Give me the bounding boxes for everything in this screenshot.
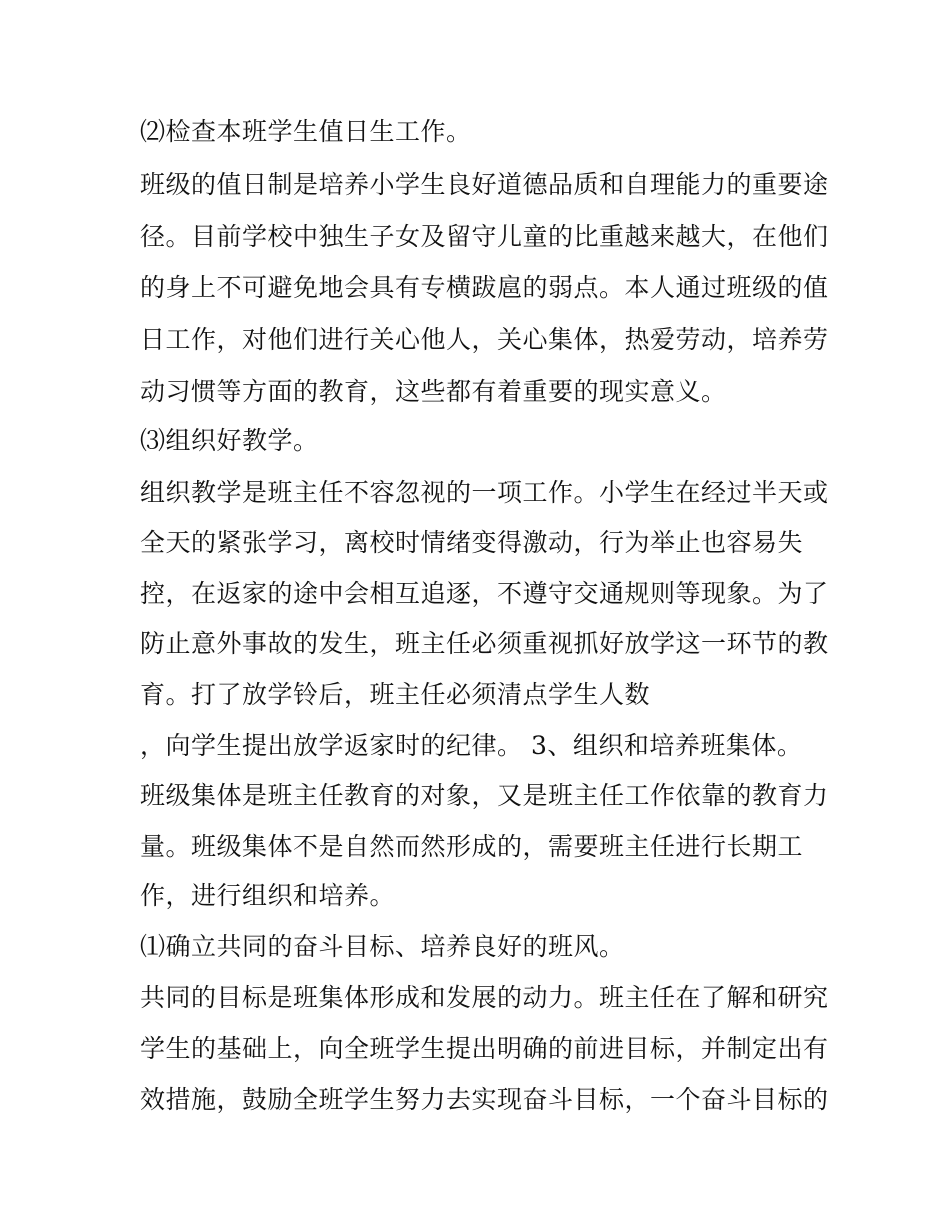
text-line: ，向学生提出放学返家时的纪律。 3、组织和培养班集体。	[140, 731, 803, 760]
text-line: ⑴确立共同的奋斗目标、培养良好的班风。	[140, 932, 625, 961]
text-line: 班级集体是班主任教育的对象，又是班主任工作依靠的教育力	[140, 781, 829, 810]
text-line: 共同的目标是班集体形成和发展的动力。班主任在了解和研究	[140, 983, 829, 1012]
text-line: 学生的基础上，向全班学生提出明确的前进目标，并制定出有	[140, 1034, 829, 1063]
text-line: 的身上不可避免地会具有专横跋扈的弱点。本人通过班级的值	[140, 273, 829, 302]
text-line: 动习惯等方面的教育，这些都有着重要的现实意义。	[140, 377, 727, 406]
text-line: 效措施，鼓励全班学生努力去实现奋斗目标，一个奋斗目标的	[140, 1085, 829, 1114]
text-line: 育。打了放学铃后，班主任必须清点学生人数	[140, 680, 651, 709]
text-line: ⑶组织好教学。	[140, 426, 319, 455]
text-line: 日工作，对他们进行关心他人，关心集体，热爱劳动，培养劳	[140, 325, 829, 354]
text-line: 全天的紧张学习，离校时情绪变得激动，行为举止也容易失	[140, 528, 804, 557]
text-line: 控，在返家的途中会相互追逐，不遵守交通规则等现象。为了	[140, 579, 829, 608]
text-line: 防止意外事故的发生，班主任必须重视抓好放学这一环节的教	[140, 629, 829, 658]
text-line: 班级的值日制是培养小学生良好道德品质和自理能力的重要途	[140, 170, 829, 199]
text-line: 量。班级集体不是自然而然形成的，需要班主任进行长期工	[140, 832, 804, 861]
text-line: 组织教学是班主任不容忽视的一项工作。小学生在经过半天或	[140, 478, 829, 507]
text-line: 径。目前学校中独生子女及留守儿童的比重越来越大，在他们	[140, 222, 829, 251]
text-line: ⑵检查本班学生值日生工作。	[140, 117, 472, 146]
text-line: 作，进行组织和培养。	[140, 881, 396, 910]
